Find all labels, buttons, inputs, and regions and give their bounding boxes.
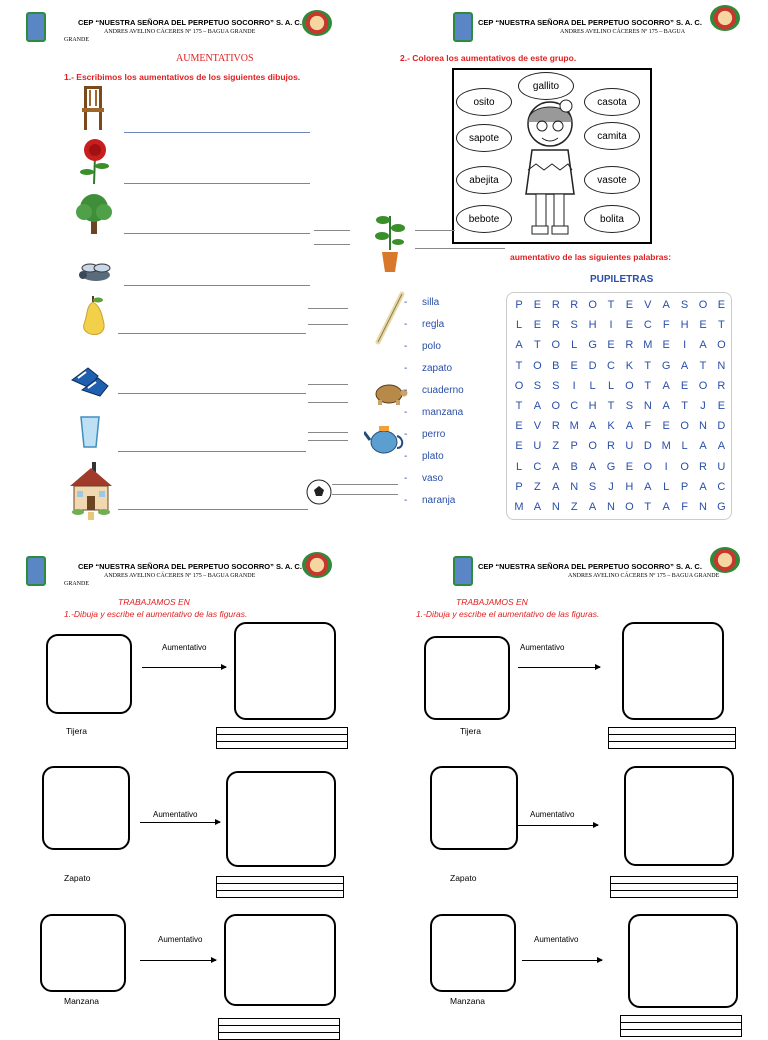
wordsearch-row [507, 400, 731, 420]
draw-box-large-1[interactable] [234, 622, 336, 720]
wordsearch-letter[interactable]: R [625, 339, 634, 352]
wordsearch-letter[interactable]: S [680, 299, 689, 311]
wordsearch-letter[interactable]: O [514, 379, 524, 392]
draw-box-small-2[interactable] [430, 766, 518, 850]
wordsearch-letter[interactable]: F [662, 319, 670, 332]
wordsearch-letter[interactable]: R [717, 379, 726, 392]
word-line-l[interactable] [332, 494, 398, 495]
wordsearch-letter[interactable]: E [625, 319, 634, 332]
wordsearch-letter[interactable]: A [588, 420, 597, 433]
school-logo-left-icon [26, 556, 46, 586]
wordsearch-letter[interactable]: P [680, 480, 689, 493]
wordsearch-letter[interactable]: R [551, 299, 560, 311]
wordsearch-letter[interactable]: L [663, 480, 670, 493]
cloud-word-vasote[interactable]: vasote [584, 166, 640, 194]
school-crest-icon [302, 552, 332, 578]
answer-line-2[interactable] [124, 183, 310, 184]
wordsearch-letter[interactable]: N [643, 400, 652, 412]
plant-icon [374, 206, 406, 274]
wordsearch-letter[interactable]: H [588, 400, 597, 412]
draw-box-small-1[interactable] [424, 636, 510, 720]
wordsearch-letter[interactable]: T [534, 339, 541, 352]
arrow-label: Aumentativo [162, 643, 207, 652]
word-dash: - [404, 363, 408, 374]
answer-line-4[interactable] [124, 285, 310, 286]
arrow-3 [522, 960, 602, 961]
wordsearch-letter[interactable]: I [572, 379, 576, 392]
answer-line-7[interactable] [118, 451, 306, 452]
wordsearch-letter[interactable]: O [680, 420, 689, 433]
cloud-word-sapote[interactable]: sapote [456, 124, 512, 152]
school-logo-left-icon [26, 12, 46, 42]
wordsearch-letter[interactable]: C [643, 319, 652, 332]
arrow-3 [140, 960, 216, 961]
word-manzana: manzana [422, 407, 464, 418]
word-polo: polo [422, 341, 441, 352]
soccer-ball-icon [306, 474, 332, 510]
wordsearch-letter[interactable]: A [533, 501, 542, 513]
practice-heading: TRABAJAMOS EN [456, 597, 528, 607]
item-label-tijera: Tijera [66, 726, 87, 736]
wordsearch-letter[interactable]: A [552, 460, 560, 473]
wordsearch-letter[interactable]: H [588, 319, 597, 332]
tree-icon [72, 192, 116, 236]
draw-box-large-1[interactable] [622, 622, 724, 720]
practice-instruction: 1.-Dibuja y escribe el aumentativo de las figuras. [416, 609, 600, 619]
wordsearch-letter[interactable]: B [552, 359, 560, 372]
wordsearch-row [507, 360, 731, 380]
item-label-zapato: Zapato [450, 873, 477, 883]
wordsearch-row [507, 339, 731, 359]
wordsearch-letter[interactable]: O [551, 400, 561, 412]
wordsearch-letter[interactable]: M [661, 440, 671, 453]
wordsearch-letter[interactable]: A [662, 400, 670, 412]
wordsearch-letter[interactable]: D [588, 359, 597, 372]
wordsearch-letter[interactable]: E [717, 400, 726, 412]
fly-icon [74, 262, 118, 286]
word-naranja: naranja [422, 495, 456, 506]
answer-line-8[interactable] [118, 509, 308, 510]
wordsearch-letter[interactable]: A [552, 480, 560, 493]
wordsearch-letter[interactable]: C [717, 480, 726, 493]
school-name: CEP “NUESTRA SEÑORA DEL PERPETUO SOCORRO” S. A. C. [478, 562, 702, 571]
word-dash: - [404, 385, 408, 396]
arrow-label: Aumentativo [520, 643, 565, 652]
word-line-e[interactable] [308, 308, 348, 309]
wordsearch-letter[interactable]: A [588, 460, 597, 473]
school-address: ANDRES AVELINO CÁCERES Nº 175 – BAGUA GRANDE [104, 573, 256, 579]
word-line-f[interactable] [308, 324, 348, 325]
wordsearch-letter[interactable]: R [551, 420, 560, 433]
word-dash: - [404, 495, 408, 506]
wordsearch-letter[interactable]: S [552, 379, 560, 392]
wordsearch-letter[interactable]: J [700, 400, 706, 412]
teapot-icon [364, 420, 404, 456]
wordsearch-letter[interactable]: M [514, 501, 524, 513]
wordsearch-letter[interactable]: A [588, 501, 597, 513]
wordsearch-letter[interactable]: H [680, 319, 689, 332]
school-name: CEP “NUESTRA SEÑORA DEL PERPETUO SOCORRO” S. A. C. [78, 562, 302, 571]
wordsearch-letter[interactable]: T [644, 501, 652, 513]
cloud-word-camita[interactable]: camita [584, 122, 640, 150]
pear-icon [78, 292, 108, 342]
wordsearch-letter[interactable]: V [644, 299, 652, 311]
wordsearch-letter[interactable]: E [607, 339, 615, 352]
draw-box-small-3[interactable] [430, 914, 516, 992]
wordsearch-letter[interactable]: E [625, 299, 634, 311]
wordsearch-letter[interactable]: T [515, 400, 523, 412]
wordsearch-letter[interactable]: A [515, 339, 523, 352]
word-perro: perro [422, 429, 446, 440]
wordsearch-letter[interactable]: T [607, 299, 615, 311]
wordsearch-row [507, 380, 731, 400]
word-cuaderno: cuaderno [422, 385, 464, 396]
wordsearch-letter[interactable]: A [662, 379, 670, 392]
school-address: ANDRES AVELINO CÁCERES Nº 175 – BAGUA GRANDE [568, 573, 720, 579]
wordsearch-letter[interactable]: A [625, 420, 634, 433]
girl-illustration-icon [512, 94, 588, 240]
wordsearch-letter[interactable]: M [569, 420, 579, 433]
wordsearch-letter[interactable]: E [570, 359, 578, 372]
wordsearch-title: PUPILETRAS [590, 274, 654, 285]
word-line-a[interactable] [314, 230, 350, 231]
wordsearch-letter[interactable]: D [643, 440, 652, 453]
school-name: CEP “NUESTRA SEÑORA DEL PERPETUO SOCORRO” S. A. C. [78, 18, 302, 27]
cloud-word-bebote[interactable]: bebote [456, 205, 512, 233]
wordsearch-letter[interactable]: L [571, 339, 578, 352]
arrow-label: Aumentativo [158, 935, 203, 944]
wordsearch-letter[interactable]: T [699, 359, 707, 372]
wordsearch-letter[interactable]: T [515, 359, 523, 372]
draw-box-large-3[interactable] [628, 914, 738, 1008]
wordsearch-letter[interactable]: S [625, 400, 634, 412]
wordsearch-letter[interactable]: E [533, 319, 542, 332]
draw-box-large-2[interactable] [226, 771, 336, 867]
wordsearch-row [507, 420, 731, 440]
wordsearch-letter[interactable]: F [681, 501, 688, 513]
school-name: CEP “NUESTRA SEÑORA DEL PERPETUO SOCORRO” S. A. C. [478, 18, 702, 27]
word-dash: - [404, 297, 408, 308]
wordsearch-letter[interactable]: G [588, 339, 597, 352]
wordsearch-letter[interactable]: O [698, 379, 708, 392]
wordsearch-letter[interactable]: R [570, 299, 579, 311]
wordsearch-letter[interactable]: R [699, 460, 707, 473]
turtle-icon [370, 380, 408, 408]
wordsearch-grid [506, 292, 732, 520]
item-label-zapato: Zapato [64, 873, 91, 883]
wordsearch-letter[interactable]: P [515, 480, 523, 493]
wordsearch-letter[interactable]: T [644, 359, 652, 372]
wordsearch-letter[interactable]: E [680, 379, 689, 392]
wordsearch-letter[interactable]: H [625, 480, 634, 493]
wordsearch-letter[interactable]: A [717, 440, 726, 453]
wordsearch-letter[interactable]: A [644, 480, 652, 493]
cloud-word-gallito[interactable]: gallito [518, 72, 574, 100]
wordsearch-letter[interactable]: E [515, 440, 523, 453]
word-dash: - [404, 319, 408, 330]
wordsearch-letter[interactable]: L [515, 460, 523, 473]
word-zapato: zapato [422, 363, 453, 374]
item-label-manzana: Manzana [450, 996, 485, 1006]
wordsearch-letter[interactable]: L [607, 379, 615, 392]
q3-instruction: aumentativo de las siguientes palabras: [510, 252, 672, 262]
answer-line-5[interactable] [118, 333, 306, 334]
worksheet-title: AUMENTATIVOS [176, 53, 254, 64]
wordsearch-letter[interactable]: G [661, 359, 671, 372]
wordsearch-letter[interactable]: A [699, 440, 707, 453]
wordsearch-letter[interactable]: N [699, 501, 707, 513]
wordsearch-row [507, 319, 731, 339]
wordsearch-letter[interactable]: I [664, 460, 668, 473]
sneakers-icon [68, 362, 112, 398]
wordsearch-letter[interactable]: E [533, 299, 542, 311]
arrow-2 [140, 822, 220, 823]
school-logo-left-icon [453, 556, 473, 586]
wordsearch-letter[interactable]: J [608, 480, 614, 493]
word-dash: - [404, 429, 408, 440]
wordsearch-letter[interactable]: O [588, 440, 597, 453]
wordsearch-letter[interactable]: E [625, 460, 634, 473]
word-line-h[interactable] [308, 402, 348, 403]
arrow-label: Aumentativo [530, 810, 575, 819]
wordsearch-letter[interactable]: D [717, 420, 726, 433]
rose-icon [78, 136, 112, 186]
wordsearch-row [507, 481, 731, 501]
word-dash: - [404, 473, 408, 484]
wordsearch-letter[interactable]: E [662, 339, 670, 352]
wordsearch-letter[interactable]: P [515, 299, 523, 311]
wordsearch-letter[interactable]: U [717, 460, 726, 473]
cloud-word-bolita[interactable]: bolita [584, 205, 640, 233]
wordsearch-letter[interactable]: A [699, 480, 707, 493]
q1-instruction: 1.- Escribimos los aumentativos de los siguientes dibujos. [64, 72, 301, 82]
answer-line-3[interactable] [124, 233, 310, 234]
wordsearch-letter[interactable]: S [570, 319, 578, 332]
wordsearch-letter[interactable]: P [570, 440, 578, 453]
wordsearch-letter[interactable]: A [662, 501, 670, 513]
wordsearch-letter[interactable]: T [681, 400, 688, 412]
wordsearch-letter[interactable]: Z [570, 501, 578, 513]
wordsearch-letter[interactable]: I [609, 319, 613, 332]
wordsearch-letter[interactable]: A [680, 359, 689, 372]
draw-box-small-1[interactable] [46, 634, 132, 714]
wordsearch-letter[interactable]: E [717, 299, 726, 311]
wordsearch-letter[interactable]: O [698, 299, 708, 311]
wordsearch-letter[interactable]: E [515, 420, 523, 433]
word-line-j[interactable] [308, 440, 348, 441]
wordsearch-letter[interactable]: O [551, 339, 561, 352]
cloud-word-casota[interactable]: casota [584, 88, 640, 116]
arrow-1 [518, 667, 600, 668]
word-line-d[interactable] [415, 248, 505, 249]
school-address-grande: GRANDE [64, 37, 89, 43]
draw-box-large-3[interactable] [224, 914, 336, 1006]
wordsearch-letter[interactable]: O [625, 379, 634, 392]
wordsearch-letter[interactable]: G [606, 460, 616, 473]
wordsearch-letter[interactable]: O [533, 359, 542, 372]
answer-line-1[interactable] [124, 132, 310, 133]
practice-heading: TRABAJAMOS EN [118, 597, 190, 607]
school-logo-left-icon [453, 12, 473, 42]
wordsearch-letter[interactable]: L [681, 440, 688, 453]
wordsearch-letter[interactable]: E [699, 319, 707, 332]
writing-lines-3[interactable] [218, 1018, 340, 1040]
arrow-label: Aumentativo [153, 810, 198, 819]
wordsearch-letter[interactable]: N [699, 420, 707, 433]
wordsearch-letter[interactable]: G [717, 501, 726, 513]
wordsearch-letter[interactable]: K [625, 359, 634, 372]
wordsearch-letter[interactable]: U [533, 440, 542, 453]
q2-instruction: 2.- Colorea los aumentativos de este grupo. [400, 53, 577, 63]
glass-icon [78, 414, 102, 450]
word-dash: - [404, 451, 408, 462]
writing-lines-3[interactable] [620, 1015, 742, 1037]
cloud-word-abejita[interactable]: abejita [456, 166, 512, 194]
word-line-i[interactable] [308, 432, 348, 433]
wordsearch-letter[interactable]: U [625, 440, 634, 453]
wordsearch-letter[interactable]: O [625, 501, 634, 513]
word-line-b[interactable] [314, 244, 350, 245]
word-vaso: vaso [422, 473, 444, 484]
wordsearch-letter[interactable]: V [533, 420, 542, 433]
wordsearch-letter[interactable]: O [588, 299, 597, 311]
wordsearch-letter[interactable]: C [533, 460, 542, 473]
answer-line-6[interactable] [118, 393, 306, 394]
draw-box-large-2[interactable] [624, 766, 734, 866]
wordsearch-letter[interactable]: C [607, 359, 615, 372]
wordsearch-letter[interactable]: S [533, 379, 542, 392]
wordsearch-letter[interactable]: L [589, 379, 596, 392]
wordsearch-letter[interactable]: C [570, 400, 579, 412]
writing-lines-1[interactable] [608, 727, 736, 749]
wordsearch-letter[interactable]: A [662, 299, 670, 311]
wordsearch-letter[interactable]: N [570, 480, 579, 493]
wordsearch-row [507, 461, 731, 481]
wordsearch-letter[interactable]: Z [534, 480, 541, 493]
arrow-1 [142, 667, 226, 668]
item-label-tijera: Tijera [460, 726, 481, 736]
school-crest-icon [710, 547, 740, 573]
wordsearch-letter[interactable]: O [717, 339, 726, 352]
word-line-g[interactable] [308, 384, 348, 385]
school-address-grande: GRANDE [64, 581, 89, 587]
word-plato: plato [422, 451, 444, 462]
school-address: ANDRES AVELINO CÁCERES Nº 175 – BAGUA GRANDE [104, 29, 256, 35]
wordsearch-row [507, 440, 731, 460]
wordsearch-letter[interactable]: L [515, 319, 523, 332]
house-icon [66, 458, 116, 522]
school-address: ANDRES AVELINO CÁCERES Nº 175 – BAGUA [560, 29, 686, 35]
wordsearch-row [507, 501, 731, 521]
school-crest-icon [710, 5, 740, 31]
arrow-2 [518, 825, 598, 826]
practice-instruction: 1.-Dibuja y escribe el aumentativo de las figuras. [64, 609, 248, 619]
wordsearch-letter[interactable]: F [644, 420, 652, 433]
word-silla: silla [422, 297, 440, 308]
wordsearch-letter[interactable]: R [607, 440, 615, 453]
draw-box-small-2[interactable] [42, 766, 130, 850]
wordsearch-letter[interactable]: E [662, 420, 670, 433]
wordsearch-letter[interactable]: T [607, 400, 615, 412]
wordsearch-letter[interactable]: T [644, 379, 652, 392]
cloud-word-osito[interactable]: osito [456, 88, 512, 116]
wordsearch-letter[interactable]: A [533, 400, 542, 412]
wordsearch-letter[interactable]: M [643, 339, 653, 352]
wordsearch-letter[interactable]: K [607, 420, 615, 433]
wordsearch-letter[interactable]: A [699, 339, 707, 352]
wordsearch-letter[interactable]: N [551, 501, 560, 513]
wordsearch-letter[interactable]: N [607, 501, 615, 513]
writing-lines-1[interactable] [216, 727, 348, 749]
item-label-manzana: Manzana [64, 996, 99, 1006]
writing-lines-2[interactable] [216, 876, 344, 898]
word-line-c[interactable] [415, 230, 455, 231]
wordsearch-letter[interactable]: Z [552, 440, 560, 453]
word-line-k[interactable] [332, 484, 398, 485]
writing-lines-2[interactable] [610, 876, 738, 898]
wordsearch-letter[interactable]: T [718, 319, 725, 332]
wordsearch-letter[interactable]: I [683, 339, 687, 352]
word-dash: - [404, 407, 408, 418]
wordsearch-letter[interactable]: B [570, 460, 578, 473]
school-crest-icon [302, 10, 332, 36]
wordsearch-letter[interactable]: O [643, 460, 653, 473]
wordsearch-letter[interactable]: R [551, 319, 560, 332]
wordsearch-letter[interactable]: N [717, 359, 726, 372]
arrow-label: Aumentativo [534, 935, 579, 944]
wordsearch-letter[interactable]: O [680, 460, 689, 473]
draw-box-small-3[interactable] [40, 914, 126, 992]
wordsearch-row [507, 299, 731, 319]
chair-icon [78, 84, 108, 132]
word-regla: regla [422, 319, 445, 330]
word-dash: - [404, 341, 408, 352]
wordsearch-letter[interactable]: S [588, 480, 597, 493]
